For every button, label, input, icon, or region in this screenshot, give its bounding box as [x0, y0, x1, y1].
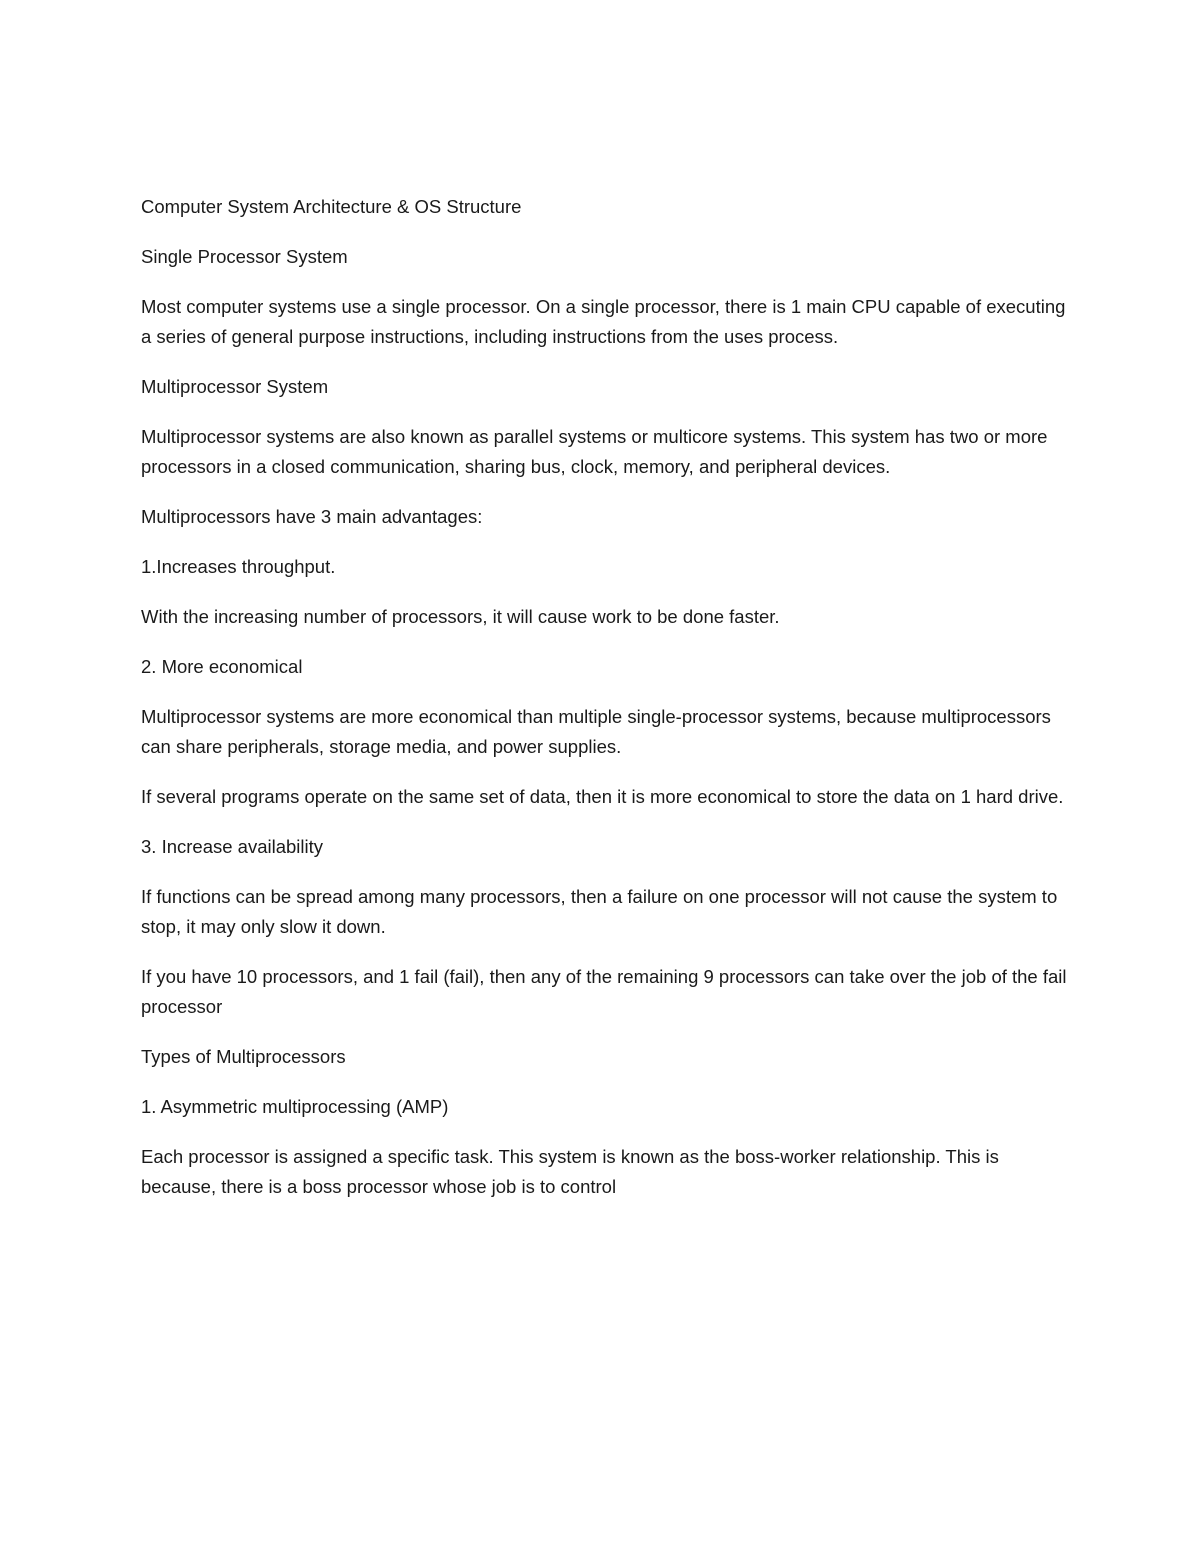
type-1-heading: 1. Asymmetric multiprocessing (AMP) — [141, 1096, 449, 1117]
advantage-3-heading: 3. Increase availability — [141, 836, 324, 857]
advantage-2-text: Multiprocessor systems are more economical than multiple single-processor systems, because multiprocessors can share peripherals, storage media, and power supplies. — [141, 706, 1051, 757]
type-1-text: Each processor is assigned a specific task. This system is known as the boss-worker relationship. This is because, there is a boss processor whose job is to control — [141, 1146, 999, 1197]
paragraph-multiprocessor: Multiprocessor systems are also known as parallel systems or multicore systems. This system has two or more processors in a closed communication, sharing bus, clock, memory, and peripheral devices. — [141, 426, 1048, 477]
document-body — [141, 192, 1071, 1222]
advantage-1-heading: 1.Increases throughput. — [141, 556, 336, 577]
paragraph-single-processor: Most computer systems use a single processor. On a single processor, there is 1 main CPU capable of executing a series of general purpose instructions, including instructions from the uses process. — [141, 296, 1066, 347]
advantage-2-text-extra: If several programs operate on the same set of data, then it is more economical to store the data on 1 hard drive. — [141, 786, 1064, 807]
advantage-1-text: With the increasing number of processors, it will cause work to be done faster. — [141, 606, 780, 627]
heading-multiprocessor: Multiprocessor System — [141, 376, 329, 397]
advantage-3-example: If you have 10 processors, and 1 fail (fail), then any of the remaining 9 processors can take over the job of the fail processor — [141, 966, 1067, 1017]
heading-single-processor: Single Processor System — [141, 246, 348, 267]
paragraph-advantages-intro: Multiprocessors have 3 main advantages: — [141, 506, 483, 527]
advantage-2-heading: 2. More economical — [141, 656, 303, 677]
advantage-3-text: If functions can be spread among many processors, then a failure on one processor will not cause the system to stop, it may only slow it down. — [141, 886, 1058, 937]
heading-types: Types of Multiprocessors — [141, 1046, 346, 1067]
document-title: Computer System Architecture & OS Structure — [141, 196, 522, 217]
